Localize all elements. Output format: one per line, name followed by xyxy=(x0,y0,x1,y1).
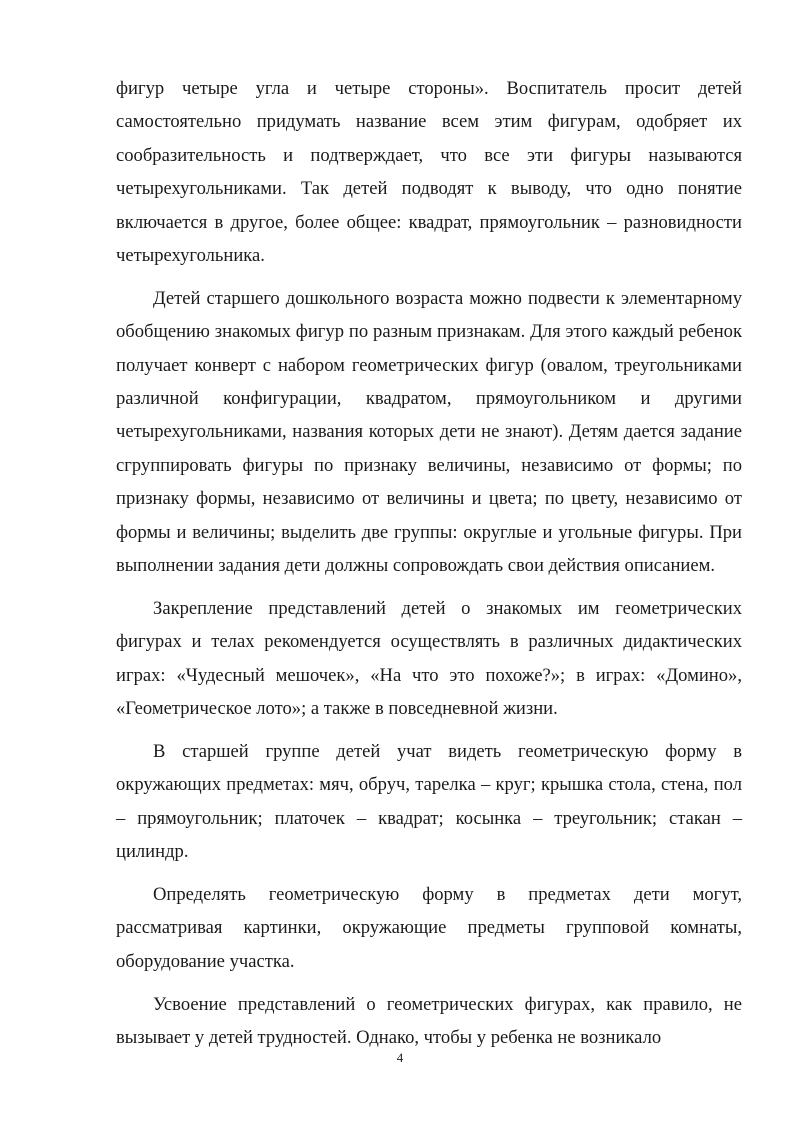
paragraph: Детей старшего дошкольного возраста можно подвести к элементарному обобщению знакомых фигур по разным признакам. Для этого каждый ребенок получает конверт с набором геометрических фигур (овалом, треугольниками различной конфигурации, квадратом, прямоугольником и другими четырехугольниками, названия которых дети не знают). Детям дается задание сгруппировать фигуры по признаку величины, независимо от формы; по признаку формы, независимо от величины и цвета; по цвету, независимо от формы и величины; выделить две группы: округлые и угольные фигуры. При выполнении задания дети должны сопровождать свои действия описанием. xyxy=(116,287,742,577)
paragraph-continued: фигур четыре угла и четыре стороны». Воспитатель просит детей самостоятельно придумать название всем этим фигурам, одобряет их сообразительность и подтверждает, что все эти фигуры называются четырехугольниками. Так детей подводят к выводу, что одно понятие включается в другое, более общее: квадрат, прямоугольник – разновидности четырехугольника. xyxy=(116,78,742,267)
paragraph: Определять геометрическую форму в предметах дети могут, рассматривая картинки, окружающие предметы групповой комнаты, оборудование участка. xyxy=(116,883,742,972)
paragraph: Усвоение представлений о геометрических фигурах, как правило, не вызывает у детей трудностей. Однако, чтобы у ребенка не возникало xyxy=(116,993,742,1048)
paragraph: Закрепление представлений детей о знакомых им геометрических фигурах и телах рекомендуется осуществлять в различных дидактических играх: «Чудесный мешочек», «На что это похоже?»; в играх: «Домино», «Геометрическое лото»; а также в повседневной жизни. xyxy=(116,597,742,720)
page-number: 4 xyxy=(396,1050,404,1065)
paragraph: В старшей группе детей учат видеть геометрическую форму в окружающих предметах: мяч, обруч, тарелка – круг; крышка стола, стена, пол – прямоугольник; платочек – квадрат; косынка – треугольник; стакан – цилиндр. xyxy=(116,740,742,863)
document-body xyxy=(116,72,742,1064)
